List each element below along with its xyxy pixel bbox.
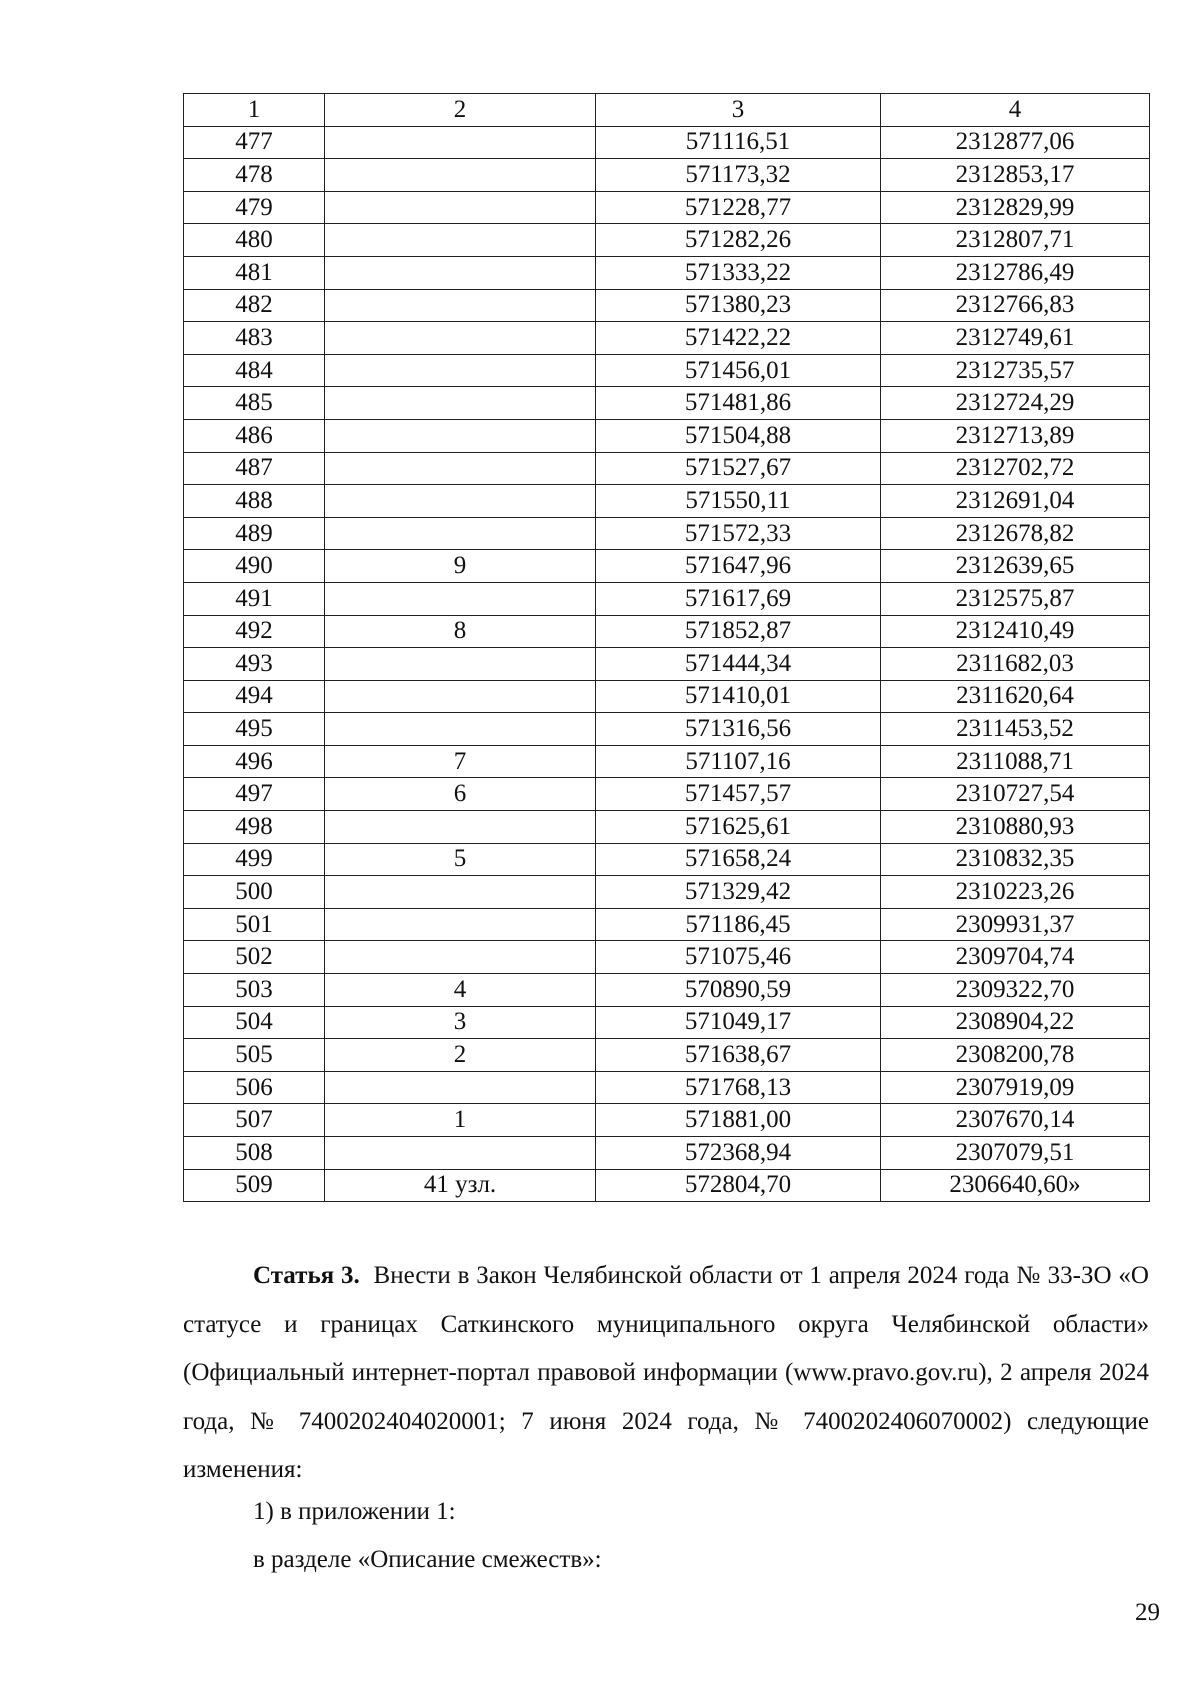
table-cell: 478 [184, 159, 325, 192]
table-cell: 6 [325, 778, 596, 811]
table-cell: 494 [184, 680, 325, 713]
table-row [184, 680, 1150, 713]
table-cell: 2312877,06 [881, 126, 1150, 159]
table-cell [325, 126, 596, 159]
table-cell: 2309322,70 [881, 974, 1150, 1007]
table-cell: 488 [184, 485, 325, 518]
table-cell: 2312724,29 [881, 387, 1150, 420]
table-cell: 5 [325, 843, 596, 876]
table-cell: 2312749,61 [881, 322, 1150, 355]
table-cell [325, 387, 596, 420]
table-cell: 503 [184, 974, 325, 1007]
table-cell: 501 [184, 908, 325, 941]
table-cell: 2311682,03 [881, 648, 1150, 681]
table-row [184, 615, 1150, 648]
table-cell: 491 [184, 582, 325, 615]
table-cell: 496 [184, 745, 325, 778]
table-cell [325, 876, 596, 909]
table-cell: 2310880,93 [881, 811, 1150, 844]
table-cell: 505 [184, 1039, 325, 1072]
table-cell: 2312691,04 [881, 485, 1150, 518]
table-cell: 571329,42 [596, 876, 881, 909]
page-number: 29 [1135, 1599, 1160, 1626]
table-cell: 3 [325, 1006, 596, 1039]
table-row [184, 1137, 1150, 1170]
table-cell: 2307670,14 [881, 1104, 1150, 1137]
table-cell: 502 [184, 941, 325, 974]
table-cell: 571625,61 [596, 811, 881, 844]
table-row [184, 713, 1150, 746]
table-cell: 571456,01 [596, 354, 881, 387]
table-cell: 571658,24 [596, 843, 881, 876]
table-row [184, 159, 1150, 192]
table-cell: 500 [184, 876, 325, 909]
table-cell: 2311620,64 [881, 680, 1150, 713]
table-cell [325, 354, 596, 387]
table-cell [325, 191, 596, 224]
table-cell: 508 [184, 1137, 325, 1170]
table-cell: 571572,33 [596, 517, 881, 550]
table-cell: 2307919,09 [881, 1071, 1150, 1104]
table-row [184, 648, 1150, 681]
table-row [184, 811, 1150, 844]
table-cell: 571638,67 [596, 1039, 881, 1072]
table-row [184, 908, 1150, 941]
table-cell: 2312639,65 [881, 550, 1150, 583]
table-cell: 499 [184, 843, 325, 876]
table-cell: 2311088,71 [881, 745, 1150, 778]
table-row [184, 550, 1150, 583]
table-cell: 2310727,54 [881, 778, 1150, 811]
table-cell: 482 [184, 289, 325, 322]
table-row [184, 974, 1150, 1007]
table-cell [325, 941, 596, 974]
table-cell: 571881,00 [596, 1104, 881, 1137]
table-row [184, 517, 1150, 550]
table-cell: 479 [184, 191, 325, 224]
table-cell: 41 узл. [325, 1169, 596, 1202]
table-cell [325, 680, 596, 713]
table-row [184, 843, 1150, 876]
table-cell [325, 713, 596, 746]
table-cell [325, 582, 596, 615]
table-cell: 2309931,37 [881, 908, 1150, 941]
table-row [184, 322, 1150, 355]
table-cell: 4 [325, 974, 596, 1007]
table-row [184, 1169, 1150, 1202]
column-header: 4 [881, 94, 1150, 127]
table-cell: 497 [184, 778, 325, 811]
table-row [184, 419, 1150, 452]
column-header: 1 [184, 94, 325, 127]
table-cell: 571647,96 [596, 550, 881, 583]
table-row [184, 224, 1150, 257]
table-cell: 493 [184, 648, 325, 681]
table-cell: 507 [184, 1104, 325, 1137]
table-cell: 2312713,89 [881, 419, 1150, 452]
table-cell: 571075,46 [596, 941, 881, 974]
table-cell: 2312766,83 [881, 289, 1150, 322]
table-cell: 7 [325, 745, 596, 778]
table-cell [325, 1071, 596, 1104]
table-cell: 571481,86 [596, 387, 881, 420]
table-cell: 571504,88 [596, 419, 881, 452]
table-row [184, 191, 1150, 224]
table-cell: 2311453,52 [881, 713, 1150, 746]
table-cell: 2308200,78 [881, 1039, 1150, 1072]
table-cell: 570890,59 [596, 974, 881, 1007]
table-cell: 477 [184, 126, 325, 159]
table-row [184, 941, 1150, 974]
table-cell: 571457,57 [596, 778, 881, 811]
table-cell [325, 322, 596, 355]
table-cell: 2312853,17 [881, 159, 1150, 192]
table-cell: 2312735,57 [881, 354, 1150, 387]
table-cell: 571444,34 [596, 648, 881, 681]
table-cell: 506 [184, 1071, 325, 1104]
article-label: Статья 3. [253, 1262, 360, 1289]
table-cell: 2310223,26 [881, 876, 1150, 909]
table-cell: 495 [184, 713, 325, 746]
table-cell [325, 224, 596, 257]
table-cell: 2312829,99 [881, 191, 1150, 224]
table-cell: 571107,16 [596, 745, 881, 778]
table-row [184, 1104, 1150, 1137]
table-cell: 572368,94 [596, 1137, 881, 1170]
table-row [184, 485, 1150, 518]
coordinates-table [183, 93, 1150, 1202]
table-body [184, 94, 1150, 1202]
table-cell: 571422,22 [596, 322, 881, 355]
table-cell: 487 [184, 452, 325, 485]
table-header-row [184, 94, 1150, 127]
table-row [184, 387, 1150, 420]
table-row [184, 256, 1150, 289]
table-cell [325, 1137, 596, 1170]
table-cell: 2 [325, 1039, 596, 1072]
table-cell: 9 [325, 550, 596, 583]
table-cell: 571186,45 [596, 908, 881, 941]
table-cell: 571173,32 [596, 159, 881, 192]
table-cell: 571316,56 [596, 713, 881, 746]
table-row [184, 778, 1150, 811]
table-cell: 571333,22 [596, 256, 881, 289]
table-cell: 2310832,35 [881, 843, 1150, 876]
table-cell: 504 [184, 1006, 325, 1039]
table-cell: 484 [184, 354, 325, 387]
table-cell [325, 452, 596, 485]
table-cell: 485 [184, 387, 325, 420]
table-cell: 2307079,51 [881, 1137, 1150, 1170]
column-header: 3 [596, 94, 881, 127]
table-cell: 2308904,22 [881, 1006, 1150, 1039]
table-cell [325, 908, 596, 941]
table-cell: 571768,13 [596, 1071, 881, 1104]
table-row [184, 452, 1150, 485]
table-cell: 571550,11 [596, 485, 881, 518]
table-row [184, 745, 1150, 778]
table-cell [325, 485, 596, 518]
article-text: Внести в Закон Челябинской области от 1 апреля 2024 года № 33-ЗО «О статусе и границах Саткинского муниципального округа Челябинской области» (Официальный интернет-портал правовой информации (www.pravo.gov.ru), 2 апреля 2024 года, № 7400202404020001; 7 июня 2024 года, № 7400202406070002) следующие изменения: [183, 1262, 1149, 1483]
list-item-1: 1) в приложении 1: [253, 1498, 456, 1525]
article-paragraph [183, 1252, 1149, 1495]
table-cell: 571617,69 [596, 582, 881, 615]
table-row [184, 1071, 1150, 1104]
table-cell [325, 159, 596, 192]
table-cell: 8 [325, 615, 596, 648]
table-row [184, 289, 1150, 322]
column-header: 2 [325, 94, 596, 127]
table-cell: 480 [184, 224, 325, 257]
table-cell: 489 [184, 517, 325, 550]
table-cell: 490 [184, 550, 325, 583]
table-cell: 571852,87 [596, 615, 881, 648]
table-cell: 2312807,71 [881, 224, 1150, 257]
table-cell [325, 811, 596, 844]
table-cell: 571228,77 [596, 191, 881, 224]
table-cell: 2312702,72 [881, 452, 1150, 485]
table-cell: 571049,17 [596, 1006, 881, 1039]
table-row [184, 126, 1150, 159]
table-cell [325, 256, 596, 289]
table-cell: 2306640,60» [881, 1169, 1150, 1202]
section-reference: в разделе «Описание смежеств»: [253, 1546, 602, 1573]
table-cell: 571282,26 [596, 224, 881, 257]
table-cell: 2312410,49 [881, 615, 1150, 648]
table-cell: 2309704,74 [881, 941, 1150, 974]
table-row [184, 1039, 1150, 1072]
table-cell [325, 289, 596, 322]
table-cell: 2312678,82 [881, 517, 1150, 550]
table-cell: 1 [325, 1104, 596, 1137]
table-cell: 486 [184, 419, 325, 452]
table-cell: 571380,23 [596, 289, 881, 322]
table-cell: 509 [184, 1169, 325, 1202]
table-row [184, 582, 1150, 615]
table-cell: 2312575,87 [881, 582, 1150, 615]
table-cell: 2312786,49 [881, 256, 1150, 289]
table-cell: 571116,51 [596, 126, 881, 159]
table-cell: 498 [184, 811, 325, 844]
table-cell: 571527,67 [596, 452, 881, 485]
table-row [184, 1006, 1150, 1039]
table-cell [325, 517, 596, 550]
table-cell: 481 [184, 256, 325, 289]
table-cell [325, 648, 596, 681]
table-cell: 571410,01 [596, 680, 881, 713]
table-row [184, 354, 1150, 387]
table-cell: 572804,70 [596, 1169, 881, 1202]
table-cell [325, 419, 596, 452]
table-row [184, 876, 1150, 909]
table-cell: 483 [184, 322, 325, 355]
table-cell: 492 [184, 615, 325, 648]
